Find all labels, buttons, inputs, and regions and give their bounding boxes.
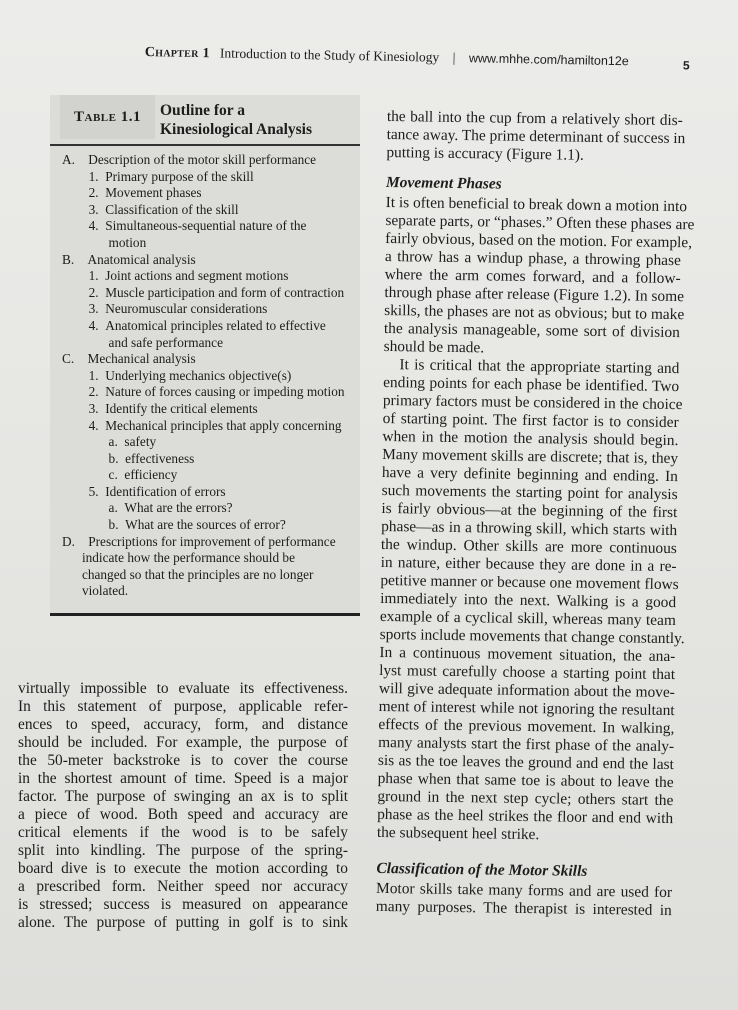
text-line: a throw has a windup phase, a throwing phase: [384, 247, 682, 270]
text-line: of starting point. The first factor is to consider: [382, 409, 679, 432]
text-line: in nature, either because they are done in a re-: [380, 553, 677, 576]
paragraph-classification: [376, 880, 672, 920]
text-line: effects of the previous movement. In walking,: [378, 715, 675, 738]
section-heading-movement-phases: Movement Phases: [385, 173, 502, 193]
text-line: virtually impossible to evaluate its effectiveness.: [18, 680, 348, 697]
header-separator: |: [452, 49, 456, 65]
outline-item: a. safety: [62, 434, 157, 450]
chapter-label: Chapter 1: [144, 44, 210, 62]
outline-item: B. Anatomical analysis: [62, 251, 196, 267]
outline-item: 3. Classification of the skill: [62, 201, 239, 217]
page-number: 5: [682, 58, 690, 73]
text-line: ending points for each phase be identified. Two: [383, 373, 680, 396]
text-line: is fairly obvious—at the beginning of the first: [381, 499, 678, 522]
text-line: will give adequate information about the move-: [378, 679, 675, 702]
text-line: where the arm comes forward, and a follow-: [384, 265, 681, 288]
text-line: It is critical that the appropriate starting and: [399, 356, 680, 378]
text-line: fairly obvious, based on the motion. For example,: [385, 229, 693, 252]
text-line: ment of interest while not ignoring the resultant: [378, 697, 675, 720]
text-line: ground in the next step cycle; others start the: [377, 787, 674, 810]
outline-item: 4. Mechanical principles that apply concerning: [62, 417, 342, 433]
running-header: [144, 44, 689, 84]
text-line: board dive is to execute the motion according to: [18, 860, 348, 877]
text-line: have a very definite beginning and ending. In: [381, 463, 679, 486]
outline-item: b. effectiveness: [62, 450, 195, 466]
text-line: many analysts start the first phase of the analy-: [378, 733, 675, 756]
text-line: Many movement skills are discrete; that is, they: [382, 445, 679, 468]
text-line: ences to speed, accuracy, form, and distance: [18, 716, 348, 733]
header-url: www.mhhe.com/hamilton12e: [468, 51, 629, 69]
text-line: a prescribed form. Neither speed nor accuracy: [18, 878, 348, 895]
text-line: should be made.: [383, 337, 485, 357]
outline-item: 3. Neuromuscular considerations: [62, 301, 268, 317]
text-line: critical elements if the wood is to be safely: [18, 824, 348, 841]
text-line: the subsequent heel strike.: [376, 823, 540, 844]
outline-item: 2. Nature of forces causing or impeding motion: [62, 384, 345, 400]
text-line: In this statement of purpose, applicable refer-: [18, 698, 348, 715]
table-label: Table 1.1: [60, 95, 155, 139]
text-line: alone. The purpose of putting in golf is to sink: [18, 914, 348, 931]
text-line: putting is accuracy (Figure 1.1).: [386, 143, 584, 164]
chapter-title: Introduction to the Study of Kinesiology: [219, 45, 440, 65]
text-line: factor. The purpose of swinging an ax is to split: [18, 788, 348, 805]
table-title-line2: Kinesiological Analysis: [160, 121, 313, 138]
outline-item: motion: [62, 234, 147, 250]
text-line: the ball into the cup from a relatively short dis-: [386, 108, 683, 130]
table-title-line1: Outline for a: [160, 102, 245, 119]
text-line: the windup. Other skills are more continuous: [380, 535, 677, 558]
text-line: through phase after release (Figure 1.2). In some: [384, 283, 685, 306]
text-line: many purposes. The therapist is interested in: [375, 897, 672, 920]
text-line: skills, the phases are not as obvious; but to make: [384, 301, 685, 324]
outline-item: 4. Simultaneous-sequential nature of the: [62, 218, 307, 234]
outline-item: 3. Identify the critical elements: [62, 400, 258, 416]
text-line: example of a cyclical skill, whereas many team: [379, 607, 676, 630]
text-line: such movements the starting point for analysis: [381, 481, 678, 504]
right-column: [375, 108, 695, 920]
text-line: separate parts, or “phases.” Often these phases are: [385, 211, 695, 234]
outline-item: violated.: [62, 583, 129, 599]
text-line: should be included. For example, the purpose of: [18, 734, 348, 751]
text-line: phase as the heel strikes the floor and end with: [377, 805, 674, 828]
text-line: In a continuous movement situation, the ana-: [379, 643, 676, 666]
text-line: petitive manner or because one movement flows: [380, 571, 679, 594]
outline-list: [62, 152, 362, 600]
outline-item: 2. Muscle participation and form of contraction: [62, 284, 345, 300]
outline-item: a. What are the errors?: [62, 500, 233, 516]
text-line: when in the motion the analysis should begin.: [382, 427, 679, 450]
outline-item: 4. Anatomical principles related to effective: [62, 317, 326, 333]
table-header: [50, 95, 360, 145]
left-column: [18, 680, 348, 932]
table-rule: [50, 144, 360, 146]
section-heading-classification: Classification of the Motor Skills: [376, 859, 588, 880]
outline-item: 5. Identification of errors: [62, 483, 226, 499]
text-line: split into kindling. The purpose of the spring-: [18, 842, 348, 859]
text-line: sports include movements that change constantly.: [379, 625, 685, 648]
text-line: immediately into the next. Walking is a good: [380, 589, 677, 612]
outline-item: 1. Joint actions and segment motions: [62, 268, 289, 284]
paragraph-starting-points: [376, 356, 685, 846]
outline-item: 2. Movement phases: [62, 185, 202, 201]
text-line: in the shortest amount of time. Speed is a major: [18, 770, 348, 787]
text-line: primary factors must be considered in the choice: [382, 391, 683, 414]
outline-item: 1. Primary purpose of the skill: [62, 168, 254, 184]
outline-item: D. Prescriptions for improvement of performance: [62, 533, 336, 549]
text-line: Motor skills take many forms and are used for: [375, 879, 673, 902]
outline-item: b. What are the sources of error?: [62, 517, 286, 533]
paragraph-phases: [383, 193, 695, 360]
outline-item: and safe performance: [62, 334, 223, 350]
intro-paragraph: [386, 108, 686, 166]
outline-item: A. Description of the motor skill performance: [62, 152, 317, 167]
text-line: phase—as in a throwing skill, which starts with: [381, 517, 678, 540]
outline-item: c. efficiency: [62, 467, 178, 483]
text-line: the analysis manageable, some sort of division: [383, 319, 681, 342]
text-line: phase when that same toe is about to leave the: [377, 769, 674, 792]
outline-item: C. Mechanical analysis: [62, 351, 196, 367]
text-line: tance away. The prime determinant of success in: [386, 125, 686, 148]
outline-item: changed so that the principles are no longer: [62, 566, 314, 582]
text-line: sis as the toe leaves the ground and end the last: [377, 751, 674, 774]
text-line: a piece of wood. Both speed and accuracy are: [18, 806, 348, 823]
outline-item: 1. Underlying mechanics objective(s): [62, 367, 292, 383]
table-title: [160, 101, 312, 139]
text-line: the 50-meter backstroke is to cover the course: [18, 752, 348, 769]
text-line: lyst must carefully choose a starting point that: [379, 661, 676, 684]
text-line: It is often beneficial to break down a motion into: [385, 193, 688, 216]
text-line: is stressed; success is measured on appearance: [18, 896, 348, 913]
outline-item: indicate how the performance should be: [62, 550, 295, 566]
